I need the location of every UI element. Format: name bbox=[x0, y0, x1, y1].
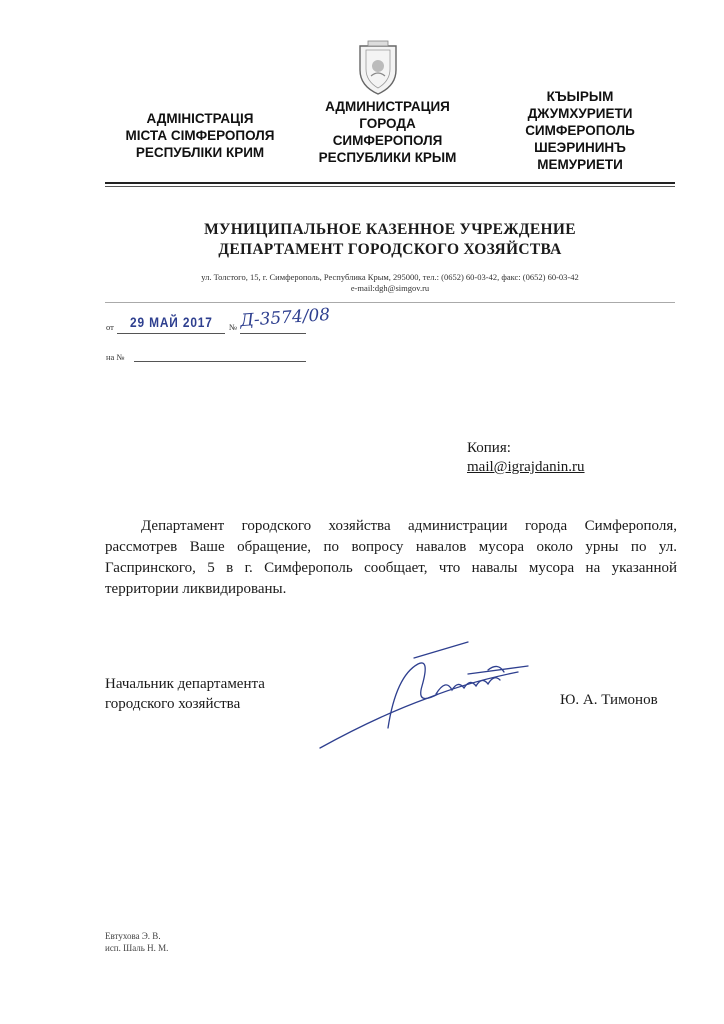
contact-divider bbox=[105, 302, 675, 303]
date-stamp: 29 МАЙ 2017 bbox=[130, 314, 213, 330]
header-divider bbox=[105, 182, 675, 184]
number-label: № bbox=[229, 322, 238, 332]
signatory-title: Начальник департамента городского хозяйства bbox=[105, 676, 265, 712]
header-crimean-tatar: КЪЫРЫМ ДЖУМХУРИЕТИ СИМФЕРОПОЛЬ ШЕЭРИНИНЪ МЕМУРИЕТИ bbox=[525, 89, 635, 172]
header-russian: АДМИНИСТРАЦИЯ ГОРОДА СИМФЕРОПОЛЯ РЕСПУБЛИКИ КРЫМ bbox=[318, 99, 457, 165]
header-divider-thin bbox=[105, 186, 675, 187]
org-name-line1: МУНИЦИПАЛЬНОЕ КАЗЕННОЕ УЧРЕЖДЕНИЕ bbox=[204, 221, 576, 238]
signatory-name: Ю. А. Тимонов bbox=[560, 692, 658, 708]
date-label: от bbox=[106, 322, 114, 332]
letter-body: Департамент городского хозяйства администрации города Симферополя, рассмотрев Ваше обращение, по вопросу навалов мусора около урны по ул. Гаспринского, 5 в г. Симферополь сообщает, что навалы мусора на указанной территории ликвидированы. bbox=[105, 518, 677, 597]
date-line bbox=[117, 333, 225, 334]
reg-number: Д-3574/08 bbox=[239, 304, 331, 332]
copy-label: Копия: bbox=[467, 440, 511, 456]
org-email: e-mail:dgh@simgov.ru bbox=[350, 283, 430, 293]
handwritten-signature bbox=[318, 636, 538, 756]
number-line bbox=[240, 333, 306, 334]
reply-to-label: на № bbox=[106, 352, 125, 362]
org-address: ул. Толстого, 15, г. Симферополь, Республика Крым, 295000, тел.: (0652) 60-03-42, факс: (0652) 60-03-42 bbox=[201, 272, 579, 282]
reply-to-line bbox=[134, 361, 306, 362]
crimea-coat-of-arms-icon bbox=[354, 40, 402, 96]
executors-note: Евтухова Э. В. исп. Шаль Н. М. bbox=[105, 931, 169, 953]
copy-email: mail@igrajdanin.ru bbox=[467, 459, 585, 475]
org-name-line2: ДЕПАРТАМЕНТ ГОРОДСКОГО ХОЗЯЙСТВА bbox=[218, 241, 562, 258]
header-ukrainian: АДМІНІСТРАЦІЯ МІСТА СІМФЕРОПОЛЯ РЕСПУБЛІКИ КРИМ bbox=[125, 111, 275, 160]
